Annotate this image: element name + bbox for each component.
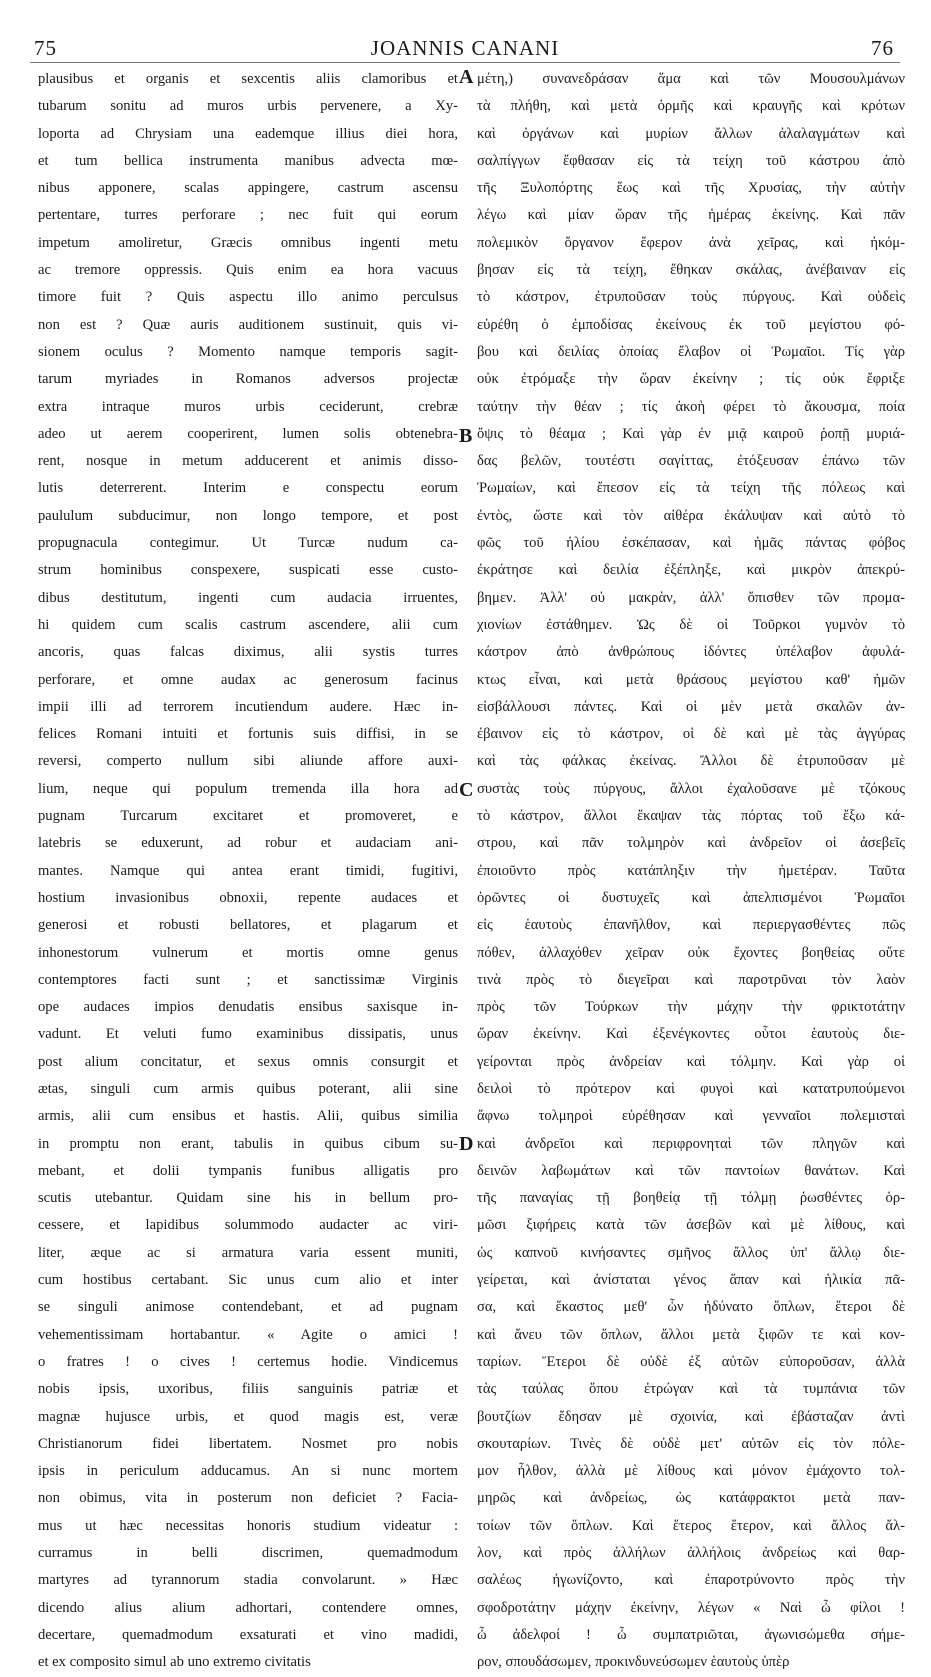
- text-line: κτως εἶναι, καὶ μετὰ θράσους μεγίστου καθ' ἡμῶν: [477, 671, 905, 688]
- text-line: mus ut hæc necessitas honoris studium videatur :: [38, 1517, 458, 1534]
- text-line: rent, nosque in metum adducerent et animis disso-: [38, 453, 458, 470]
- text-line: liter, æque ac si armatura varia essent muniti,: [38, 1244, 458, 1261]
- text-line: armis, alii cum ensibus et hastis. Alii, quibus similia: [38, 1108, 458, 1125]
- text-line: ope audaces impios denudatis ensibus saxisque in-: [38, 999, 458, 1016]
- text-line: τὰ πλήθη, καὶ μετὰ ὁρμῆς καὶ κραυγῆς καὶ κρότων: [477, 98, 905, 115]
- section-marker-a: A: [459, 66, 474, 88]
- text-line: decertare, quemadmodum exsaturati et vino madidi,: [38, 1626, 458, 1643]
- text-line: strum hominibus conspexere, suspicati esse custo-: [38, 562, 458, 579]
- text-line: φῶς τοῦ ἡλίου ἐσκέπασαν, καὶ ἡμᾶς πάντας φόβος: [477, 535, 905, 552]
- text-line: καὶ ἀνδρεῖοι καὶ περιφρονηταὶ τῶν πληγῶν καὶ: [477, 1135, 905, 1152]
- text-line: εὑρέθη ὁ ἐμποδίσας ἐκείνους ἐκ τοῦ μεγίστου φό-: [477, 316, 905, 333]
- text-line: καὶ ὀργάνων καὶ μυρίων ἄλλων ἀλαλαγμάτων καὶ: [477, 125, 905, 142]
- text-line: σκουταρίων. Τινὲς δὲ οὐδὲ μετ' αὐτῶν εἰς τὸν πόλε-: [477, 1435, 905, 1452]
- text-line: βου καὶ δειλίας ὁποίας ἔλαβον οἱ Ῥωμαῖοι. Τίς γὰρ: [477, 343, 905, 360]
- text-line: Christianorum fidei libertatem. Nosmet pro nobis: [38, 1435, 458, 1452]
- text-line: πολεμικὸν ὄργανον ἔφερον ἀνὰ χεῖρας, καὶ ἠκόμ-: [477, 234, 905, 251]
- text-line: ancoris, quas falcas diximus, alii systis turres: [38, 644, 458, 661]
- text-line: contemptores facti sunt ; et sanctissimæ Virginis: [38, 971, 458, 988]
- text-line: δειλοὶ τὸ πρότερον καὶ φυγοὶ καὶ κατατρυπούμενοι: [477, 1080, 905, 1097]
- text-line: σαλπίγγων ἔφθασαν εἰς τὰ τείχη τοῦ κάστρου ἀπὸ: [477, 152, 905, 169]
- text-line: ὁρῶντες οἱ δυστυχεῖς καὶ ἀπελπισμένοι Ῥωμαῖοι: [477, 889, 905, 906]
- text-line: generosi et robusti bellatores, et plagarum et: [38, 917, 458, 934]
- text-line: tubarum sonitu ad muros urbis pervenere, a Xy-: [38, 98, 458, 115]
- text-line: ac tremore oppressis. Quis enim ea hora vacuus: [38, 262, 458, 279]
- text-line: vehementissimam hortabantur. « Agite o amici !: [38, 1326, 458, 1343]
- text-line: εἰσβάλλουσι πάντες. Καὶ οἱ μὲν μετὰ σκαλῶν ἀν-: [477, 698, 905, 715]
- text-line: magnæ hujusce urbis, et quod magis est, veræ: [38, 1408, 458, 1425]
- text-line: loporta ad Chrysiam una eademque illius diei hora,: [38, 125, 458, 142]
- text-line: ρον, σπουδάσωμεν, προκινδυνεύσωμεν ἑαυτοὺς ὑπὲρ: [477, 1654, 790, 1671]
- text-line: non obimus, vita in posterum non deficiet ? Facia-: [38, 1490, 458, 1507]
- text-line: ὥραν ἐκείνην. Καὶ ἐξενέγκοντες οὗτοι ἑαυτοὺς διε-: [477, 1026, 905, 1043]
- text-line: ætas, singuli cum armis quibus poterant, alii sine: [38, 1080, 458, 1097]
- text-line: οὐκ ἐτρόμαξε τὴν ὥραν ἐκείνην ; τίς οὐκ ἔφριξε: [477, 371, 905, 388]
- text-line: ἐκράτησε καὶ δειλία ἐξέπληξε, καὶ μικρὸν ἀπεκρύ-: [477, 562, 905, 579]
- text-line: πόθεν, ἀλλαχόθεν χεῖραν οὐκ ἔχοντες βοηθείας οὔτε: [477, 944, 905, 961]
- text-line: cum hostibus certabant. Sic unus cum alio et inter: [38, 1272, 458, 1289]
- text-line: o fratres ! o cives ! certemus hodie. Vindicemus: [38, 1353, 458, 1370]
- text-line: συστὰς τοὺς πύργους, ἄλλοι ἐχαλοῦσανε μὲ τζόκους: [477, 780, 905, 797]
- text-line: μηρῶς καὶ ἀνδρείως, ὡς κατάφρακτοι μετὰ παν-: [477, 1490, 905, 1507]
- text-line: τὰς ταύλας ὅπου ἐτρώγαν καὶ τὰ τυμπάνια τῶν: [477, 1381, 905, 1398]
- text-line: dibus destitutum, ingenti cum audacia irruentes,: [38, 589, 458, 606]
- text-line: ταρίων. Ἕτεροι δὲ οὐδὲ ἐξ αὐτῶν εὐποροῦσαν, ἀλλὰ: [477, 1353, 905, 1370]
- text-line: χιονίων ἐστάθημεν. Ὡς δὲ οἱ Τοῦρκοι γυμνὸν τὸ: [477, 616, 905, 633]
- text-line: κάστρον ἀπὸ ἀνθρώπους ἰδόντες ὑπέλαβον ἀφυλά-: [477, 644, 905, 661]
- text-line: ἄφνω τολμηροὶ εὑρέθησαν καὶ γενναῖοι πολεμισταὶ: [477, 1108, 905, 1125]
- text-line: impetum amoliretur, Græcis omnibus ingenti metu: [38, 234, 458, 251]
- text-line: βουτζίων ἔδησαν μὲ σχοινία, καὶ ἐβάσταζαν ἀντὶ: [477, 1408, 905, 1425]
- text-line: μον ἦλθον, ἀλλὰ μὲ λίθους καὶ μόνον ἐμάχοντο τολ-: [477, 1463, 905, 1480]
- text-line: τῆς Ξυλοπόρτης ἕως καὶ τῆς Χρυσίας, τὴν αὐτὴν: [477, 180, 905, 197]
- text-line: πρὸς τῶν Τούρκων τὴν μάχην τὴν φρικτοτάτην: [477, 999, 905, 1016]
- text-line: paululum subducimur, non longo tempore, et post: [38, 507, 458, 524]
- text-line: γείρονται πρὸς ἀνδρείαν καὶ τόλμην. Καὶ γὰρ οἱ: [477, 1053, 905, 1070]
- text-line: latebris se eduxerunt, ad robur et audaciam ani-: [38, 835, 458, 852]
- text-line: μέτη,) συνανεδράσαν ἅμα καὶ τῶν Μουσουλμάνων: [477, 71, 905, 87]
- text-line: et tum bellica instrumenta manibus advecta mœ-: [38, 152, 458, 169]
- text-line: nobis ipsis, uxoribus, filiis sanguinis patriæ et: [38, 1381, 458, 1398]
- running-title: JOANNIS CANANI: [370, 36, 560, 60]
- text-line: ὄψις τὸ θέαμα ; Καὶ γὰρ ἐν μιᾷ καιροῦ ῥοπῇ μυριά-: [477, 425, 905, 442]
- text-line: δας βελῶν, τουτέστι σαγίττας, ἐτόξευσαν ἐπάνω τῶν: [477, 453, 905, 470]
- text-line: βησαν εἰς τὰ τείχη, ἔθηκαν σκάλας, ἀνέβαιναν εἰς: [477, 262, 905, 279]
- text-line: σα, καὶ ἕκαστος μεθ' ὧν ἠδύνατο ὅπλων, ἕτεροι δὲ: [477, 1299, 905, 1316]
- text-line: perforare, et omne audax ac generosum facinus: [38, 671, 458, 688]
- running-header: [30, 36, 900, 63]
- text-line: λέγω καὶ μίαν ὥραν τῆς ἡμέρας ἐκείνης. Καὶ πᾶν: [477, 207, 905, 224]
- text-line: inhonestorum vulnerum et mortis omne genus: [38, 944, 458, 961]
- text-line: lium, neque qui populum tremenda illa hora ad: [38, 780, 458, 797]
- text-line: έβαινον εἰς τὸ κάστρον, οἱ δὲ καὶ μὲ τὰς ἀγγύρας: [477, 726, 905, 743]
- page-number-right: 76: [871, 36, 894, 60]
- text-line: scutis utebantur. Quidam sine his in bellum pro-: [38, 1190, 458, 1207]
- text-line: τινὰ πρὸς τὸ διεγεῖραι καὶ παροτρῦναι τὸν λαὸν: [477, 971, 905, 988]
- text-line: sionem oculus ? Momento namque temporis sagit-: [38, 343, 458, 360]
- text-line: λον, καὶ πρὸς ἀλλήλων ἀλλήλοις ἀνδρείως καὶ θαρ-: [477, 1545, 905, 1562]
- text-line: ταύτην τὴν θέαν ; τίς ἀκοὴ φέρει τὸ ἄκουσμα, ποία: [477, 398, 905, 415]
- text-line: ἐποιοῦντο πρὸς κατάπληξιν τὴν ἡμετέραν. Ταῦτα: [477, 862, 905, 879]
- text-line: τὸ κάστρον, ἄλλοι ἔκαψαν τὰς πόρτας τοῦ ἔξω κά-: [477, 808, 905, 825]
- text-line: post alium concitatur, et sexus omnis consurgit et: [38, 1053, 458, 1070]
- text-line: timore fuit ? Quis aspectu illo animo perculsus: [38, 289, 458, 306]
- text-line: hostium invasionibus obnoxii, repente audaces et: [38, 889, 458, 906]
- text-line: καὶ ἄνευ τῶν ὅπλων, ἄλλοι μετὰ ξιφῶν τε καὶ κον-: [477, 1326, 905, 1343]
- text-line: tarum myriades in Romanos adversos projectæ: [38, 371, 458, 388]
- text-line: se singuli animose contendebant, et ad pugnam: [38, 1299, 458, 1316]
- text-line: τοίων τῶν ὅπλων. Καὶ ἕτερος ἕτερον, καὶ ἄλλος ἄλ-: [477, 1517, 905, 1534]
- greek-column: [477, 66, 905, 1677]
- text-line: propugnacula contegimur. Ut Turcæ nudum ca-: [38, 535, 458, 552]
- text-line: vadunt. Et veluti fumo examinibus dissipatis, unus: [38, 1026, 458, 1043]
- text-line: adeo ut aerem cooperirent, lumen solis obtenebra-: [38, 425, 458, 442]
- text-line: extra intraque muros urbis ceciderunt, crebræ: [38, 398, 458, 415]
- text-line: βημεν. Ἀλλ' οὐ μακρὰν, ἀλλ' ὄπισθεν τῶν προμα-: [477, 589, 905, 606]
- text-line: impii illi ad terrorem incutiendum audere. Hæc in-: [38, 698, 458, 715]
- text-line: nibus apponere, scalas appingere, castrum ascensu: [38, 180, 458, 197]
- text-line: στρου, καὶ πᾶν τολμηρὸν καὶ ἀνδρεῖον οἱ ἀσεβεῖς: [477, 835, 905, 852]
- text-line: martyres ad tyrannorum stadia convolarunt. » Hæc: [38, 1572, 458, 1589]
- text-line: καὶ τὰς φάλκας ἐκείνας. Ἄλλοι δὲ ἐτρυποῦσαν μὲ: [477, 753, 905, 770]
- text-line: pertentare, turres perforare ; nec fuit qui eorum: [38, 207, 458, 224]
- text-line: Ῥωμαίων, καὶ ἔπεσον εἰς τὰ τείχη τῆς πόλεως καὶ: [477, 480, 905, 497]
- text-line: felices Romani intuiti et fortunis suis diffisi, in se: [38, 726, 458, 743]
- text-line: ipsis in periculum adducamus. An si nunc mortem: [38, 1463, 458, 1480]
- page-number-left: 75: [34, 36, 57, 60]
- latin-column: [38, 66, 458, 1677]
- text-line: μῶσι ξιφήρεις κατὰ τῶν ἀσεβῶν καὶ μὲ λίθους, καὶ: [477, 1217, 905, 1234]
- text-line: σφοδροτάτην μάχην ἐκείνην, λέγων « Ναὶ ὦ φίλοι !: [477, 1599, 905, 1616]
- text-line: dicendo alius alium adhortari, contendere omnes,: [38, 1599, 458, 1616]
- text-line: reversi, comperto nullum sibi aliunde affore auxi-: [38, 753, 458, 770]
- text-line: pugnam Turcarum excitaret et promoveret, e: [38, 808, 458, 825]
- text-line: εἰς ἑαυτοὺς ἐπανῆλθον, καὶ περιεργασθέντες πῶς: [477, 917, 905, 934]
- text-line: σαλέως ἠγωνίζοντο, καὶ ἐπαροτρύνοντο πρὸς τὴν: [477, 1572, 905, 1589]
- text-line: plausibus et organis et sexcentis aliis clamoribus et: [38, 71, 458, 87]
- text-line: non est ? Quæ auris auditionem sustinuit, quis vi-: [38, 316, 458, 333]
- section-marker-d: D: [459, 1133, 474, 1155]
- text-line: in promptu non erant, tabulis in quibus cibum su-: [38, 1135, 458, 1152]
- section-marker-c: C: [459, 779, 474, 801]
- text-line: τῆς παναγίας τῇ βοηθείᾳ τῇ τόλμῃ ῥωσθέντες ὁρ-: [477, 1190, 905, 1207]
- section-marker-b: B: [459, 425, 473, 447]
- text-line: lutis deterrerent. Interim e conspectu eorum: [38, 480, 458, 497]
- text-line: et ex composito simul ab uno extremo civitatis: [38, 1654, 311, 1671]
- text-line: ἐντὸς, ὥστε καὶ τὸν αἰθέρα ἐκάλυψαν καὶ αὐτὸ τὸ: [477, 507, 905, 524]
- text-line: mantes. Namque qui antea erant timidi, fugitivi,: [38, 862, 458, 879]
- text-line: ὦ ἀδελφοί ! ὦ συμπατριῶται, ἀγωνισώμεθα σήμε-: [477, 1626, 905, 1643]
- text-line: γείρεται, καὶ ἀνίσταται γένος ἅπαν καὶ ἡλικία πᾶ-: [477, 1272, 905, 1289]
- text-line: hi quidem cum scalis castrum ascendere, alii cum: [38, 616, 458, 633]
- text-line: curramus in belli discrimen, quemadmodum: [38, 1545, 458, 1562]
- text-line: mebant, et dolii tympanis funibus alligatis pro: [38, 1162, 458, 1179]
- text-line: τὸ κάστρον, ἐτρυποῦσαν τοὺς πύργους. Καὶ οὐδεὶς: [477, 289, 905, 306]
- text-line: ὡς καπνοῦ κινήσαντες σμῆνος ἄλλος ὑπ' ἄλλῳ διε-: [477, 1244, 905, 1261]
- text-line: cessere, et lapidibus solummodo audacter ac viri-: [38, 1217, 458, 1234]
- text-line: δεινῶν λαβωμάτων καὶ τῶν παντοίων θανάτων. Καὶ: [477, 1162, 905, 1179]
